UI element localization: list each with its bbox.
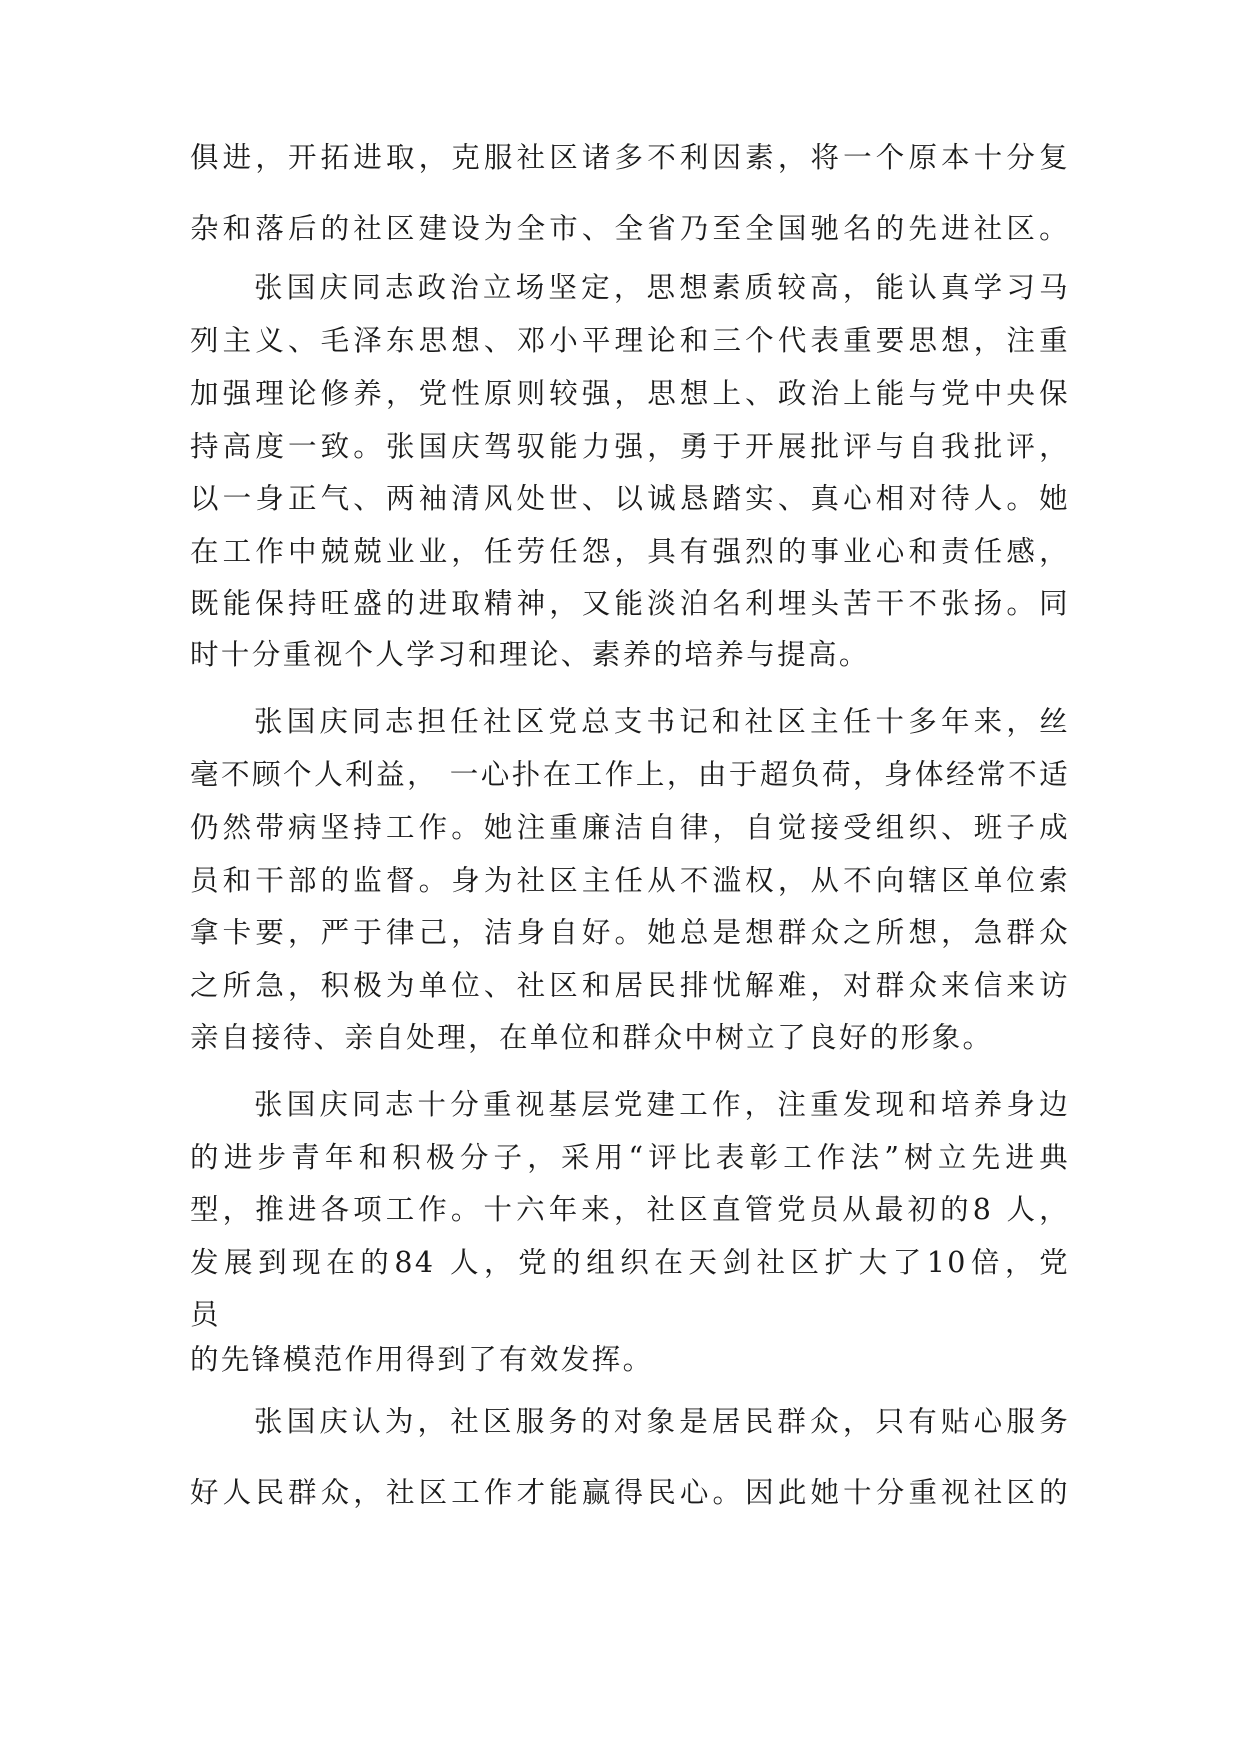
text-line: 发展到现在的84 人，党的组织在天剑社区扩大了10倍，党 — [190, 1246, 1070, 1279]
text-line: 列主义、毛泽东思想、邓小平理论和三个代表重要思想，注重 — [190, 324, 1070, 357]
text-line: 亲自接待、亲自处理，在单位和群众中树立了良好的形象。 — [190, 1021, 994, 1054]
text-line: 的先锋模范作用得到了有效发挥。 — [190, 1343, 654, 1376]
paragraph-first-line: 张国庆同志政治立场坚定，思想素质较高，能认真学习马 — [254, 271, 1070, 304]
text-line: 既能保持旺盛的进取精神，又能淡泊名利埋头苦干不张扬。同 — [190, 587, 1070, 620]
text-line: 杂和落后的社区建设为全市、全省乃至全国驰名的先进社区。 — [190, 212, 1070, 245]
paragraph-first-line: 张国庆同志十分重视基层党建工作，注重发现和培养身边 — [254, 1088, 1070, 1121]
paragraph-first-line: 张国庆同志担任社区党总支书记和社区主任十多年来，丝 — [254, 705, 1070, 738]
text-line: 之所急，积极为单位、社区和居民排忧解难，对群众来信来访 — [190, 969, 1070, 1002]
text-line: 时十分重视个人学习和理论、素养的培养与提高。 — [190, 638, 870, 671]
text-line: 的进步青年和积极分子，采用“评比表彰工作法”树立先进典 — [190, 1141, 1070, 1174]
text-line: 型，推进各项工作。十六年来，社区直管党员从最初的8 人， — [190, 1193, 1070, 1226]
text-line: 仍然带病坚持工作。她注重廉洁自律，自觉接受组织、班子成 — [190, 811, 1070, 844]
text-line: 加强理论修养，党性原则较强，思想上、政治上能与党中央保 — [190, 377, 1070, 410]
text-line: 员 — [190, 1298, 221, 1331]
text-line: 持高度一致。张国庆驾驭能力强，勇于开展批评与自我批评， — [190, 430, 1070, 463]
text-line: 毫不顾个人利益， 一心扑在工作上，由于超负荷，身体经常不适 — [190, 758, 1070, 791]
text-line: 拿卡要，严于律己，洁身自好。她总是想群众之所想，急群众 — [190, 916, 1070, 949]
text-line: 俱进，开拓进取，克服社区诸多不利因素，将一个原本十分复 — [190, 141, 1070, 174]
text-line: 好人民群众，社区工作才能赢得民心。因此她十分重视社区的 — [190, 1476, 1070, 1509]
text-line: 在工作中兢兢业业，任劳任怨，具有强烈的事业心和责任感， — [190, 535, 1070, 568]
text-line: 员和干部的监督。身为社区主任从不滥权，从不向辖区单位索 — [190, 864, 1070, 897]
paragraph-first-line: 张国庆认为，社区服务的对象是居民群众，只有贴心服务 — [254, 1405, 1070, 1438]
text-line: 以一身正气、两袖清风处世、以诚恳踏实、真心相对待人。她 — [190, 482, 1070, 515]
